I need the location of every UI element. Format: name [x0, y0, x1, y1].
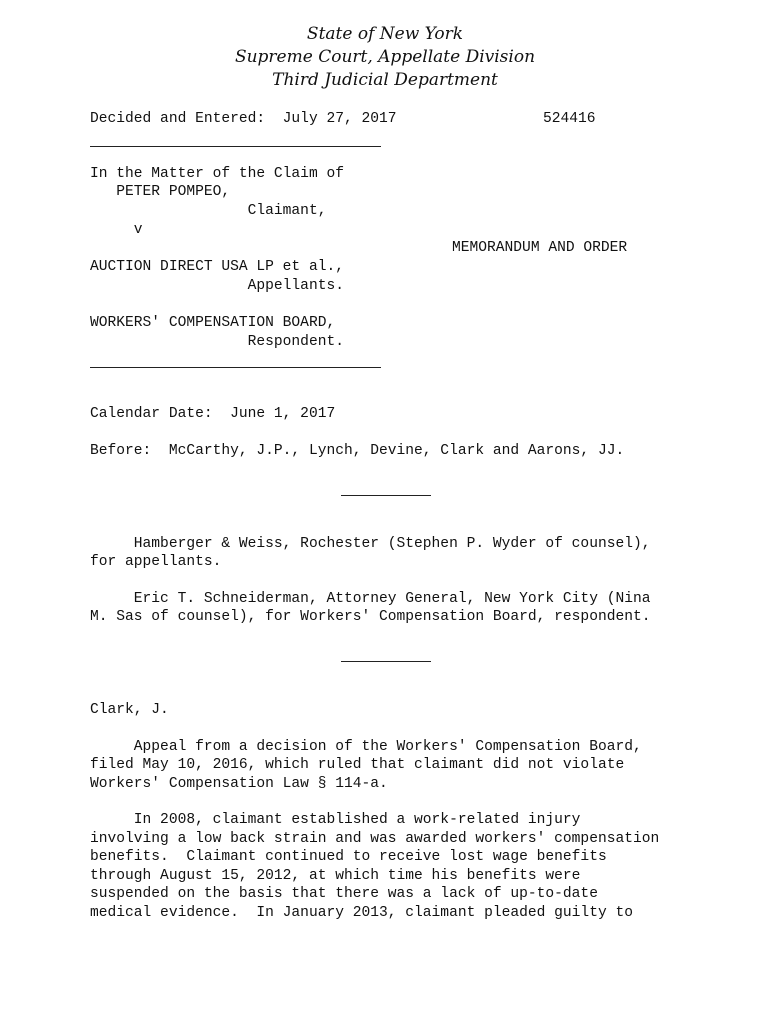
claimant-role: Claimant, — [90, 203, 327, 219]
respondent-role: Respondent. — [90, 334, 344, 350]
body-paragraph-1-line-2: filed May 10, 2016, which ruled that claimant did not violate — [90, 757, 625, 773]
body-paragraph-1-line-3: Workers' Compensation Law § 114-a. — [90, 776, 388, 792]
document-type: MEMORANDUM AND ORDER — [452, 240, 628, 256]
caption-line-1: In the Matter of the Claim of — [90, 166, 344, 182]
appellant-counsel-line-1: Hamberger & Weiss, Rochester (Stephen P. Wyder of counsel), — [90, 536, 651, 552]
body-paragraph-2-line-1: In 2008, claimant established a work-related injury — [90, 812, 581, 828]
body-paragraph-2-line-2: involving a low back strain and was awarded workers' compensation — [90, 831, 660, 847]
appellant-counsel-line-2: for appellants. — [90, 554, 222, 570]
versus: v — [90, 222, 143, 238]
calendar-date: Calendar Date: June 1, 2017 — [90, 406, 336, 422]
opinion-author: Clark, J. — [90, 702, 169, 718]
decided-date: Decided and Entered: July 27, 2017 — [90, 111, 397, 127]
body-paragraph-2-line-3: benefits. Claimant continued to receive lost wage benefits — [90, 849, 607, 865]
court-division: Supreme Court, Appellate Division — [234, 47, 536, 67]
appellant-name: AUCTION DIRECT USA LP et al., — [90, 259, 344, 275]
docket-number: 524416 — [543, 111, 596, 127]
appellant-role: Appellants. — [90, 278, 344, 294]
body-paragraph-2-line-5: suspended on the basis that there was a lack of up-to-date — [90, 886, 598, 902]
respondent-counsel-line-1: Eric T. Schneiderman, Attorney General, New York City (Nina — [90, 591, 651, 607]
body-paragraph-2-line-4: through August 15, 2012, at which time his benefits were — [90, 868, 581, 884]
respondent-counsel-line-2: M. Sas of counsel), for Workers' Compensation Board, respondent. — [90, 609, 651, 625]
court-department: Third Judicial Department — [272, 70, 498, 90]
caption-bottom-rule — [90, 367, 381, 368]
separator-rule-2 — [341, 661, 431, 662]
claimant-name: PETER POMPEO, — [90, 184, 231, 200]
court-name: State of New York — [306, 24, 464, 44]
panel-justices: Before: McCarthy, J.P., Lynch, Devine, Clark and Aarons, JJ. — [90, 443, 625, 459]
separator-rule-1 — [341, 495, 431, 496]
body-paragraph-2-line-6: medical evidence. In January 2013, claimant pleaded guilty to — [90, 905, 633, 921]
caption-top-rule — [90, 146, 381, 147]
body-paragraph-1-line-1: Appeal from a decision of the Workers' Compensation Board, — [90, 739, 642, 755]
respondent-name: WORKERS' COMPENSATION BOARD, — [90, 315, 336, 331]
